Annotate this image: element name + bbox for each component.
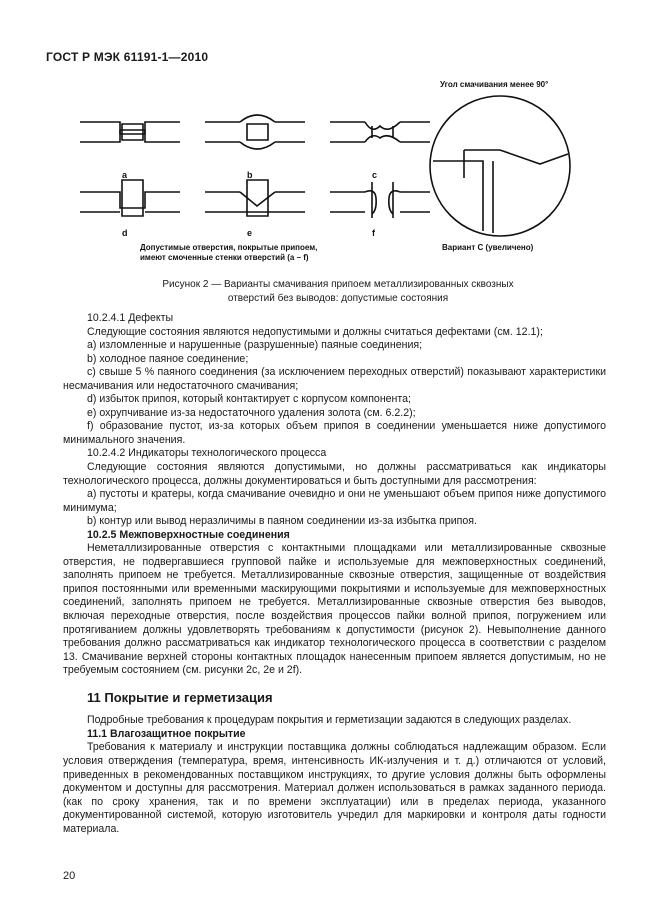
paragraph: Следующие состояния являются недопустимыми и должны считаться дефектами (см. 12.1); — [87, 325, 543, 338]
paragraph: Подробные требования к процедурам покрытия и герметизации задаются в следующих разделах. — [87, 714, 572, 727]
figure-2 — [70, 78, 590, 263]
list-item: f) образование пустот, из-за которых объем припоя в соединении уменьшается ниже допустимого минимального значения. — [63, 420, 606, 446]
page-number: 20 — [63, 870, 76, 882]
list-item: e) охрупчивание из-за недостаточного удаления золота (см. 6.2.2); — [87, 406, 416, 419]
subsection-defects: 10.2.4.1 Дефекты — [87, 312, 174, 324]
subsection-heading: 10.2.5 Межповерхностные соединения — [87, 528, 290, 541]
diagram-b — [205, 115, 305, 149]
diagram-c — [330, 122, 430, 142]
subsection-indicators: 10.2.4.2 Индикаторы технологического процесса — [87, 447, 327, 460]
diagram-d — [80, 180, 180, 216]
list-item: а) пустоты и кратеры, когда смачивание очевидно и они не уменьшают объем припоя ниже допустимого минимума; — [63, 488, 606, 514]
label-a: a — [122, 170, 128, 180]
label-c: c — [372, 170, 378, 180]
list-item: а) изломленные и нарушенные (разрушенные) паяные соединения; — [87, 339, 423, 352]
section-heading: 11 Покрытие и герметизация — [87, 689, 273, 705]
diagram-f — [330, 182, 430, 218]
variant-label: Вариант С (увеличено) — [442, 243, 534, 252]
subsection-heading: 11.1 Влагозащитное покрытие — [87, 727, 246, 740]
detail-circle — [430, 96, 570, 236]
figure-caption — [128, 278, 548, 306]
list-item: b) контур или вывод неразличимы в паяном соединении из-за избытка припоя. — [87, 515, 477, 528]
list-item: b) холодное паяное соединение; — [87, 352, 249, 365]
label-e: e — [247, 228, 253, 238]
label-f: f — [372, 228, 375, 238]
paragraph: Требования к материалу и инструкции поставщика должны соблюдаться надлежащим образом. Если условия отверждения (температура, время, интенсивность ИК-излучения и т. д.) отличаются от условий, приведенных в рекомендованных поставщиком инструкциях, то другие условия должны быть оформлены документом и доступны для рассмотрения. Материал должен использоваться в рамках заданного периода. (как по сроку хранения, так и по времени эксплуатации) или в пределах периода, указанного документированной системой, которую изготовитель учредил для маркировки и контроля даты годности материала. — [63, 741, 606, 835]
document-body — [63, 312, 606, 836]
diagram-a — [80, 122, 180, 142]
paragraph: Следующие состояния являются допустимыми, но должны рассматриваться как индикаторы технологического процесса, должны документироваться и быть доступными для рассмотрения: — [63, 461, 606, 487]
note-line-1: Допустимые отверстия, покрытые припоем, — [140, 243, 318, 252]
diagram-e — [205, 180, 305, 216]
angle-label: Угол смачивания менее 90° — [440, 80, 549, 89]
document-header: ГОСТ Р МЭК 61191-1—2010 — [46, 50, 209, 64]
label-b: b — [247, 170, 253, 180]
caption-line-1: Рисунок 2 — Варианты смачивания припоем металлизированных сквозных — [162, 279, 514, 290]
list-item: c) свыше 5 % паяного соединения (за исключением переходных отверстий) показывают характеристики несмачивания или недостаточного смачивания; — [63, 366, 606, 392]
caption-line-2: отверстий без выводов: допустимые состояния — [227, 293, 449, 304]
paragraph: Неметаллизированные отверстия с контактными площадками или металлизированные сквозные отверстия, не подвергавшиеся групповой пайке и используемые для межповерхностных соединений, заполнять припоем не требуется. Металлизированные сквозные отверстия, защищенные от воздействия припоя постоянными или временными маскирующими покрытиями и используемые для межповерхностных соединений, заполнять припоем не требуется. Металлизированные сквозные отверстия без выводов, включая переходные отверстия, после воздействия процессов пайки волной припоя, погружением или протягиванием должны удовлетворять требованиям к допустимости (рисунок 2). Невыполнение данного требования должно рассматриваться как индикатор технологического процесса в соответствии с разделом 13. Смачивание верхней стороны контактных площадок нанесенным припоем является допустимым, но не требуемым состоянием (см. рисунки 2c, 2e и 2f). — [63, 542, 606, 677]
note-line-2: имеют смоченные стенки отверстий (a – f) — [140, 253, 309, 262]
label-d: d — [122, 228, 128, 238]
list-item: d) избыток припоя, который контактирует с корпусом компонента; — [87, 393, 411, 406]
